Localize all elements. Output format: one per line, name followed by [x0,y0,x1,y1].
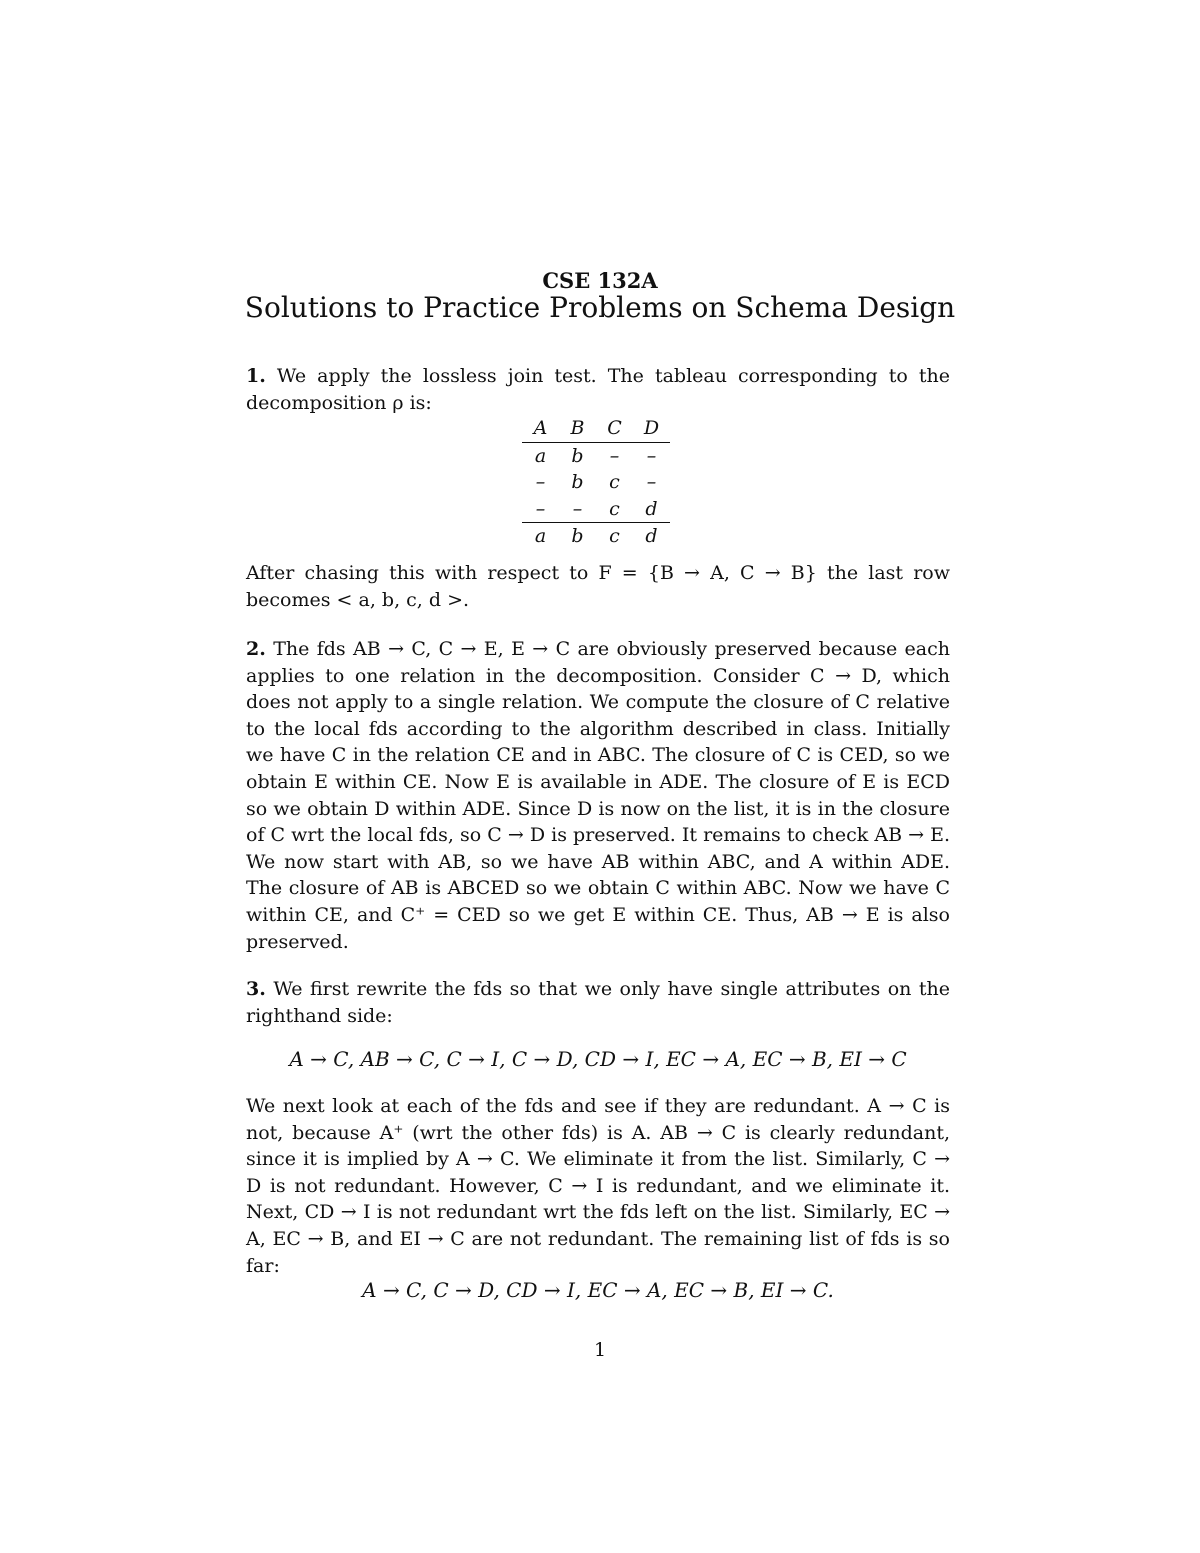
problem-number: 1. [246,365,266,387]
problem-text: We first rewrite the fds so that we only have single attributes on the righthand side: [246,978,950,1027]
tableau-cell: c [596,523,633,550]
tableau-cell: – [572,497,583,520]
problem-2 [246,636,950,955]
problem-number: 3. [246,978,266,1000]
page-number: 1 [593,1339,607,1361]
tableau-cell: – [535,471,546,494]
tableau [522,415,670,550]
problem-number: 2. [246,638,266,660]
tableau-cell: – [609,444,620,467]
tableau-header: C [596,415,633,442]
tableau-row [522,442,670,469]
tableau-row [522,496,670,523]
remaining-fd-equation: A → C, C → D, CD → I, EC → A, EC → B, EI → C. [362,1278,834,1302]
tableau-cell: – [535,497,546,520]
tableau-cell: b [559,523,596,550]
tableau-cell: – [646,444,657,467]
problem-text: We apply the lossless join test. The tableau corresponding to the decomposition ρ is: [246,365,950,414]
tableau-header: B [559,415,596,442]
problem-text: The fds AB → C, C → E, E → C are obviously preserved because each applies to one relation in the decomposition. Consider C → D, which does not apply to a single relation. We compute the closure of C relative to the local fds according to the algorithm described in class. Initially we have C in the relation CE and in ABC. The closure of C is CED, so we obtain E within CE. Now E is available in ADE. The closure of E is ECD so we obtain D within ADE. Since D is now on the list, it is in the closure of C wrt the local fds, so C → D is preserved. It remains to check AB → E. We now start with AB, so we have AB within ABC, and A within ADE. The closure of AB is ABCED so we obtain C within ABC. Now we have C within CE, and C⁺ = CED so we get E within CE. Thus, AB → E is also preserved. [246,638,950,953]
tableau-row [522,469,670,496]
problem-text: We next look at each of the fds and see if they are redundant. A → C is not, because A⁺ (wrt the other fds) is A. AB → C is clearly redundant, since it is implied by A → C. We eliminate it from the list. Similarly, C → D is not redundant. However, C → I is redundant, and we eliminate it. Next, CD → I is not redundant wrt the fds left on the list. Similarly, EC → A, EC → B, and EI → C are not redundant. The remaining list of fds is so far: [246,1095,950,1277]
problem-1-conclusion [246,560,950,613]
problem-3-body [246,1093,950,1279]
tableau-cell: b [571,444,584,467]
tableau-cell: d [645,497,658,520]
tableau-header: D [633,415,670,442]
problem-3-intro [246,976,950,1029]
tableau-cell: d [633,523,670,550]
fd-list-equation: A → C, AB → C, C → I, C → D, CD → I, EC → A, EC → B, EI → C [289,1047,907,1071]
tableau-cell: a [522,523,559,550]
problem-text: After chasing this with respect to F = {B → A, C → B} the last row becomes < a, b, c, d >. [246,562,950,611]
tableau-cell: – [646,471,657,494]
tableau-header-row [522,415,670,442]
tableau-cell: a [534,444,547,467]
tableau-cell: c [609,471,620,494]
tableau-cell: b [571,471,584,494]
course-code: CSE 132A [542,268,658,293]
tableau-result-row [522,523,670,550]
document-title: Solutions to Practice Problems on Schema Design [244,291,956,324]
tableau-header: A [522,415,559,442]
tableau-cell: c [609,497,620,520]
problem-1-intro [246,363,950,416]
